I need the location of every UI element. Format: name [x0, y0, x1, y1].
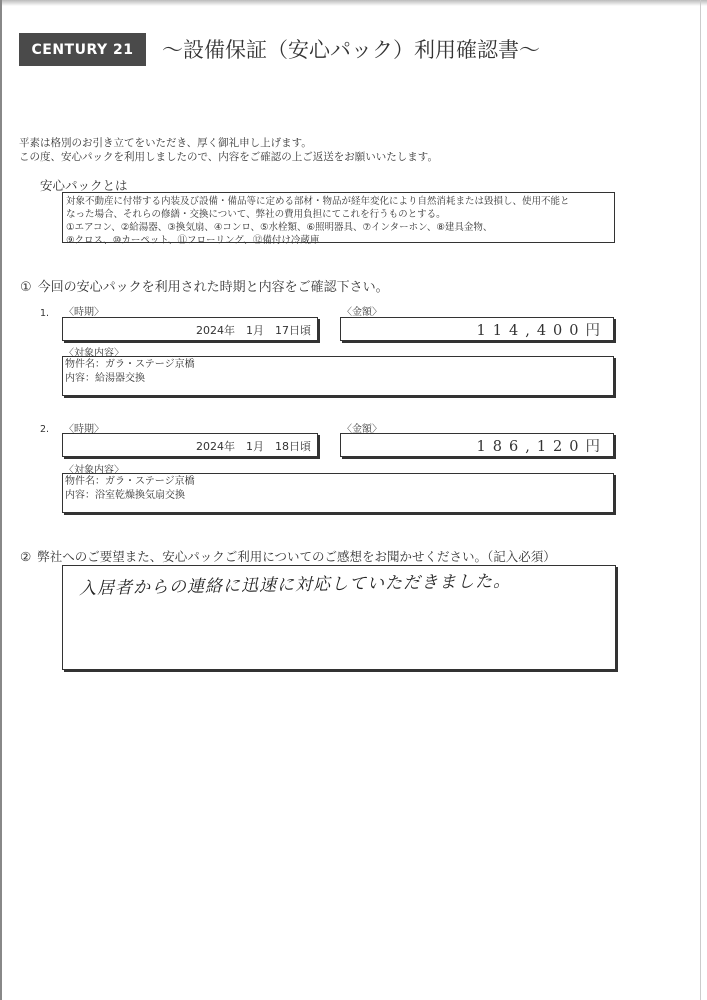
item-1-period-label: 〈時期〉 [64, 307, 104, 318]
description-line: 対象不動産に付帯する内装及び設備・備品等に定める部材・物品が経年変化により自然消耗または毀損し、使用不能と [66, 196, 570, 207]
anshin-pack-heading: 安心パックとは [40, 178, 128, 193]
item-1-property: 物件名：ガラ・ステージ京橋 [65, 359, 195, 370]
item-1-period-value: 2024年 1月 17日頃 [196, 324, 311, 337]
item-1-target-label: 〈対象内容〉 [64, 348, 124, 359]
item-1-target-field [62, 356, 614, 396]
section-1-number: ① [20, 280, 32, 295]
item-1-amount-label: 〈金額〉 [342, 307, 382, 318]
item-1-index: 1. [40, 308, 50, 319]
item-1-period-field [62, 317, 318, 341]
section-1-heading-text: 今回の安心パックを利用された時期と内容をご確認下さい。 [37, 280, 389, 295]
item-1-content: 内容：給湯器交換 [65, 372, 145, 384]
description-line: ⑨クロス、⑩カーペット、⑪フローリング、⑫備付け冷蔵庫 [66, 235, 320, 246]
section-2-number: ② [20, 549, 32, 564]
section-1-heading [20, 276, 389, 295]
intro-line-1: 平素は格別のお引き立てをいただき、厚く御礼申し上げます。 [19, 137, 312, 149]
item-2-property: 物件名：ガラ・ステージ京橋 [65, 476, 195, 487]
item-2-target-field [62, 473, 614, 513]
scan-left-edge [0, 0, 2, 1000]
scan-right-edge [700, 0, 701, 1000]
item-2-amount-label: 〈金額〉 [342, 424, 382, 435]
item-1-amount-value: 114,400円 [476, 323, 607, 339]
section-2-heading [20, 547, 556, 565]
century21-logo [19, 33, 146, 66]
item-1-amount-field [340, 317, 614, 341]
item-2-target-label: 〈対象内容〉 [64, 465, 124, 476]
handwritten-comment: 入居者からの連絡に迅速に対応していただきました。 [78, 571, 512, 599]
item-2-period-value: 2024年 1月 18日頃 [196, 440, 311, 453]
description-line: なった場合、それらの修繕・交換について、弊社の費用負担にてこれを行うものとする。 [66, 209, 446, 220]
anshin-pack-description [62, 192, 615, 246]
item-2-content: 内容：浴室乾燥換気扇交換 [65, 489, 185, 501]
logo-text: CENTURY 21 [31, 41, 134, 58]
comment-field [62, 565, 616, 670]
section-2-heading-text: 弊社へのご要望また、安心パックご利用についてのご感想をお聞かせください。（記入必須） [37, 549, 556, 564]
description-line: ①エアコン、②給湯器、③換気扇、④コンロ、⑤水栓類、⑥照明器具、⑦インターホン、⑧建具金物、 [66, 222, 493, 233]
item-2-amount-field [340, 433, 614, 457]
intro-text [19, 136, 438, 164]
scan-top-edge [0, 0, 707, 6]
item-2-amount-value: 186,120円 [476, 439, 607, 455]
item-2-index: 2. [40, 424, 50, 435]
intro-line-2: この度、安心パックを利用しましたので、内容をご確認の上ご返送をお願いいたします。 [19, 151, 438, 163]
item-2-period-field [62, 433, 318, 457]
document-title: ～設備保証（安心パック）利用確認書～ [162, 38, 540, 62]
item-2-period-label: 〈時期〉 [64, 424, 104, 435]
